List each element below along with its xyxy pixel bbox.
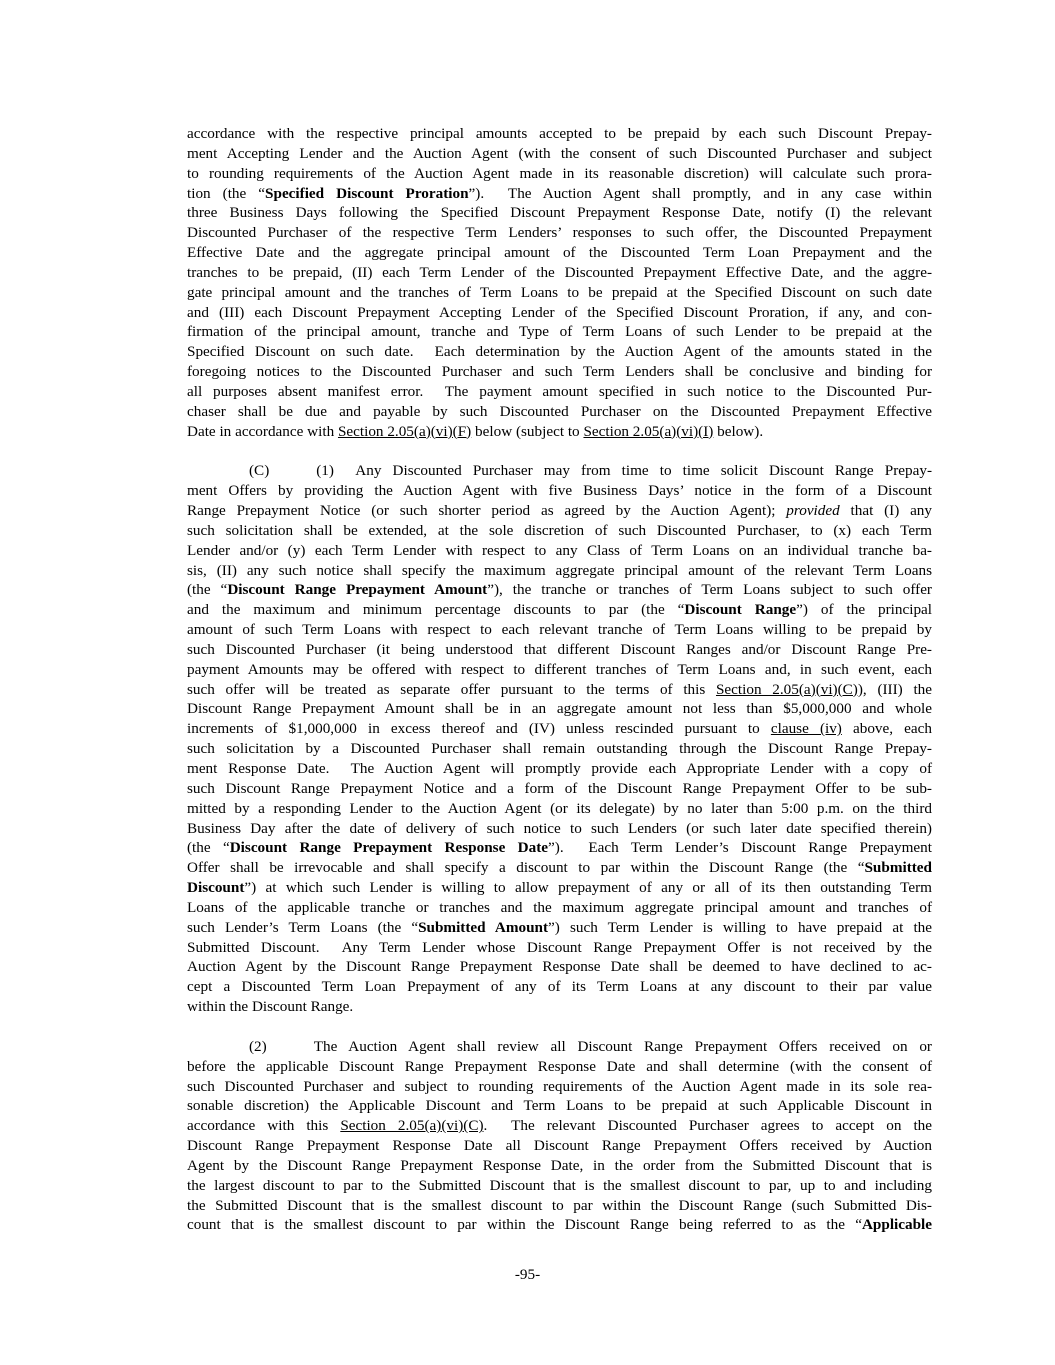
text-run: such Discount Range Prepayment Notice and a form of the Discount Range Prepayment Offer to be sub- bbox=[187, 779, 932, 797]
text-run: . The relevant Discounted Purchaser agrees to accept on the bbox=[483, 1117, 932, 1135]
cross-reference: Section 2.05(a)(vi)(C) bbox=[715, 680, 858, 698]
paragraph-2 bbox=[187, 461, 932, 1017]
text-run: ”). Each Term Lender’s Discount Range Prepayment bbox=[548, 839, 932, 857]
text-line bbox=[187, 184, 932, 204]
text-line bbox=[187, 1176, 932, 1196]
text-line bbox=[187, 223, 932, 243]
text-run: Agent by the Discount Range Prepayment Response Date, in the order from the Submitted Discount that is bbox=[187, 1156, 932, 1174]
text-run: Discount Range bbox=[684, 601, 797, 619]
text-line bbox=[187, 719, 932, 739]
document-body bbox=[187, 124, 932, 1235]
text-line bbox=[187, 819, 932, 839]
text-run: Effective Date and the aggregate principal amount of the Discounted Term Loan Prepayment and the bbox=[187, 244, 932, 262]
text-run: Applicable bbox=[861, 1216, 932, 1234]
text-line bbox=[187, 680, 932, 700]
text-line bbox=[187, 759, 932, 779]
text-line bbox=[187, 600, 932, 620]
text-line bbox=[187, 997, 932, 1017]
text-run: increments of $1,000,000 in excess thereof and (IV) unless rescinded pursuant to bbox=[187, 720, 771, 738]
text-line bbox=[187, 164, 932, 184]
text-run: cept a Discounted Term Loan Prepayment of any of its Term Loans at any discount to their par value bbox=[187, 978, 932, 996]
text-run: Discount Range Prepayment Response Date bbox=[229, 839, 549, 857]
text-run: below (subject to bbox=[471, 422, 584, 440]
text-run: Submitted Discount. Any Term Lender whose Discount Range Prepayment Offer is not received by the bbox=[187, 938, 932, 956]
text-run: above, each bbox=[841, 720, 932, 738]
text-run: mitted by a responding Lender to the Auction Agent (or its delegate) by no later than 5:00 p.m. on the third bbox=[187, 799, 932, 817]
text-line bbox=[187, 878, 932, 898]
text-line bbox=[187, 303, 932, 323]
text-run: provided bbox=[786, 502, 840, 520]
text-line bbox=[187, 561, 932, 581]
text-line bbox=[187, 144, 932, 164]
text-run: before the applicable Discount Range Prepayment Response Date and shall determine (with the consent of bbox=[187, 1057, 932, 1075]
text-run: gate principal amount and the tranches of Term Loans to be prepaid at the Specified Discount on such date bbox=[187, 283, 932, 301]
text-run: and the maximum and minimum percentage discounts to par (the “ bbox=[187, 601, 685, 619]
text-run: such solicitation shall be extended, at the sole discretion of such Discounted Purchaser, to (x) each Term bbox=[187, 521, 932, 539]
text-run: such Discounted Purchaser (it being understood that different Discount Ranges and/or Discount Range Pre- bbox=[187, 640, 932, 658]
text-run: (the “ bbox=[187, 839, 230, 857]
text-line bbox=[187, 1077, 932, 1097]
text-line bbox=[187, 620, 932, 640]
text-run: ”) of the principal bbox=[796, 601, 933, 619]
text-run: accordance with this bbox=[187, 1117, 341, 1135]
text-run: (the “ bbox=[187, 581, 228, 599]
text-run: (C) bbox=[249, 462, 270, 480]
text-line bbox=[187, 1116, 932, 1136]
text-line bbox=[187, 422, 932, 442]
text-line bbox=[187, 799, 932, 819]
text-run: Lender and/or (y) each Term Lender with respect to any Class of Term Loans on an individual tranche ba- bbox=[187, 541, 932, 559]
text-line bbox=[187, 362, 932, 382]
text-run: payment Amounts may be offered with respect to different tranches of Term Loans and, in such event, each bbox=[187, 660, 932, 678]
page-number: -95- bbox=[514, 1266, 541, 1283]
paragraph-gap bbox=[187, 442, 932, 462]
text-run: ”) such Term Lender is willing to have prepaid at the bbox=[548, 918, 932, 936]
text-run: ”). The Auction Agent shall promptly, and in any case within bbox=[468, 184, 932, 202]
text-line bbox=[187, 957, 932, 977]
text-line bbox=[187, 938, 932, 958]
text-line bbox=[187, 124, 932, 144]
cross-reference: Section 2.05(a)(vi)(C) bbox=[340, 1117, 484, 1135]
text-run: (2) bbox=[249, 1037, 267, 1055]
text-run: Submitted Amount bbox=[418, 918, 549, 936]
text-run: such Lender’s Term Loans (the “ bbox=[187, 918, 419, 936]
text-line bbox=[187, 1037, 932, 1057]
text-run: ”) at which such Lender is willing to allow prepayment of any or all of its then outstanding Term bbox=[244, 879, 932, 897]
text-run: foregoing notices to the Discounted Purchaser and such Term Lenders shall be conclusive and binding for bbox=[187, 363, 932, 381]
text-line bbox=[187, 501, 932, 521]
text-run: amount of such Term Loans with respect to each relevant tranche of Term Loans willing to be prepaid by bbox=[187, 621, 932, 639]
cross-reference: Section 2.05(a)(vi)(F) bbox=[337, 422, 472, 440]
text-line bbox=[187, 1096, 932, 1116]
text-run: the largest discount to par to the Submitted Discount that is the smallest discount to par, up to and including bbox=[187, 1176, 932, 1194]
text-run: sonable discretion) the Applicable Discount and Term Loans to be prepaid at such Applicable Discount in bbox=[187, 1097, 932, 1115]
text-line bbox=[187, 1057, 932, 1077]
paragraph-1 bbox=[187, 124, 932, 442]
text-run: Date in accordance with bbox=[187, 422, 338, 440]
text-line bbox=[187, 203, 932, 223]
text-run: that (I) any bbox=[839, 502, 932, 520]
text-run: firmation of the principal amount, tranche and Type of Term Loans of such Lender to be prepaid at the bbox=[187, 323, 932, 341]
text-line bbox=[187, 461, 932, 481]
text-line bbox=[187, 1215, 932, 1235]
text-run: (1) Any Discounted Purchaser may from time to time solicit Discount Range Prepay- bbox=[316, 462, 932, 480]
text-run: Discount Range Prepayment Response Date all Discount Range Prepayment Offers received by Auction bbox=[187, 1137, 932, 1155]
text-run: below). bbox=[713, 422, 764, 440]
text-line bbox=[187, 481, 932, 501]
paragraph-3 bbox=[187, 1037, 932, 1235]
text-run: Discount Range Prepayment Amount shall be in an aggregate amount not less than $5,000,000 and whole bbox=[187, 700, 932, 718]
text-line bbox=[187, 382, 932, 402]
text-run: Range Prepayment Notice (or such shorter period as agreed by the Auction Agent); bbox=[187, 502, 787, 520]
text-run: Auction Agent by the Discount Range Prepayment Response Date shall be deemed to have declined to ac- bbox=[187, 958, 932, 976]
text-line bbox=[187, 838, 932, 858]
text-run: Discount Range Prepayment Amount bbox=[227, 581, 488, 599]
text-line bbox=[187, 1136, 932, 1156]
text-run: accordance with the respective principal amounts accepted to be prepaid by each such Discount Prepay- bbox=[187, 125, 932, 142]
cross-reference: Section 2.05(a)(vi)(I) bbox=[583, 422, 714, 440]
text-run: Discounted Purchaser of the respective Term Lenders’ responses to such offer, the Discounted Prepayment bbox=[187, 224, 932, 242]
text-run: Specified Discount on such date. Each determination by the Auction Agent of the amounts stated in the bbox=[187, 343, 932, 361]
text-run: count that is the smallest discount to par within the Discount Range being referred to as the “ bbox=[187, 1216, 862, 1234]
text-run: ), (III) the bbox=[857, 680, 932, 698]
text-line bbox=[187, 858, 932, 878]
text-line bbox=[187, 243, 932, 263]
text-run: three Business Days following the Specified Discount Prepayment Response Date, notify (I) the relevant bbox=[187, 204, 932, 222]
text-line bbox=[187, 402, 932, 422]
cross-reference: clause (iv) bbox=[770, 720, 842, 738]
text-line bbox=[187, 521, 932, 541]
text-run: sis, (II) any such notice shall specify the maximum aggregate principal amount of the relevant Term Loans bbox=[187, 561, 932, 579]
text-run: to rounding requirements of the Auction Agent made in its reasonable discretion) will calculate such prora- bbox=[187, 164, 932, 182]
text-run: ment Response Date. The Auction Agent will promptly provide each Appropriate Lender with a copy of bbox=[187, 760, 932, 777]
text-line bbox=[187, 342, 932, 362]
text-line bbox=[187, 918, 932, 938]
text-run: Specified Discount Proration bbox=[265, 184, 469, 202]
text-line bbox=[187, 779, 932, 799]
text-run: ”), the tranche or tranches of Term Loans subject to such offer bbox=[487, 581, 932, 599]
text-run: such solicitation by a Discounted Purchaser shall remain outstanding through the Discount Range Prepay- bbox=[187, 740, 932, 758]
text-line bbox=[187, 541, 932, 561]
text-run: such offer will be treated as separate offer pursuant to the terms of this bbox=[187, 680, 716, 698]
text-run: Business Day after the date of delivery of such notice to such Lenders (or such later date specified therein) bbox=[187, 819, 932, 837]
text-run: such Discounted Purchaser and subject to rounding requirements of the Auction Agent made in its sole rea- bbox=[187, 1077, 932, 1095]
text-line bbox=[187, 263, 932, 283]
text-run: the Submitted Discount that is the smallest discount to par within the Discount Range (such Submitted Dis- bbox=[187, 1196, 932, 1214]
text-line bbox=[187, 699, 932, 719]
text-line bbox=[187, 322, 932, 342]
text-run: chaser shall be due and payable by such Discounted Purchaser on the Discounted Prepayment Effective bbox=[187, 402, 932, 420]
text-run: all purposes absent manifest error. The payment amount specified in such notice to the Discounted Pur- bbox=[187, 382, 932, 400]
text-run: Offer shall be irrevocable and shall specify a discount to par within the Discount Range (the “ bbox=[187, 859, 865, 877]
text-line bbox=[187, 580, 932, 600]
text-run: within the Discount Range. bbox=[187, 998, 354, 1016]
text-line bbox=[187, 1156, 932, 1176]
text-run: ment Accepting Lender and the Auction Agent (with the consent of such Discounted Purchaser and subject bbox=[187, 144, 932, 162]
text-line bbox=[187, 898, 932, 918]
text-line bbox=[187, 1196, 932, 1216]
text-run: The Auction Agent shall review all Discount Range Prepayment Offers received on or bbox=[313, 1037, 932, 1055]
text-run: tion (the “ bbox=[187, 184, 266, 202]
text-line bbox=[187, 640, 932, 660]
text-line bbox=[187, 283, 932, 303]
text-run: Discount bbox=[187, 879, 245, 897]
text-run: Loans of the applicable tranche or tranches and the maximum aggregate principal amount and tranches of bbox=[187, 898, 932, 916]
text-run: tranches to be prepaid, (II) each Term Lender of the Discounted Prepayment Effective Date, and the aggre- bbox=[187, 263, 932, 281]
text-run: ment Offers by providing the Auction Agent with five Business Days’ notice in the form of a Discount bbox=[187, 482, 932, 500]
paragraph-gap bbox=[187, 1017, 932, 1037]
text-run: and (III) each Discount Prepayment Accepting Lender of the Specified Discount Proration, if any, and con- bbox=[187, 303, 932, 321]
text-line bbox=[187, 660, 932, 680]
text-run: Submitted bbox=[864, 859, 932, 877]
text-line bbox=[187, 739, 932, 759]
text-line bbox=[187, 977, 932, 997]
